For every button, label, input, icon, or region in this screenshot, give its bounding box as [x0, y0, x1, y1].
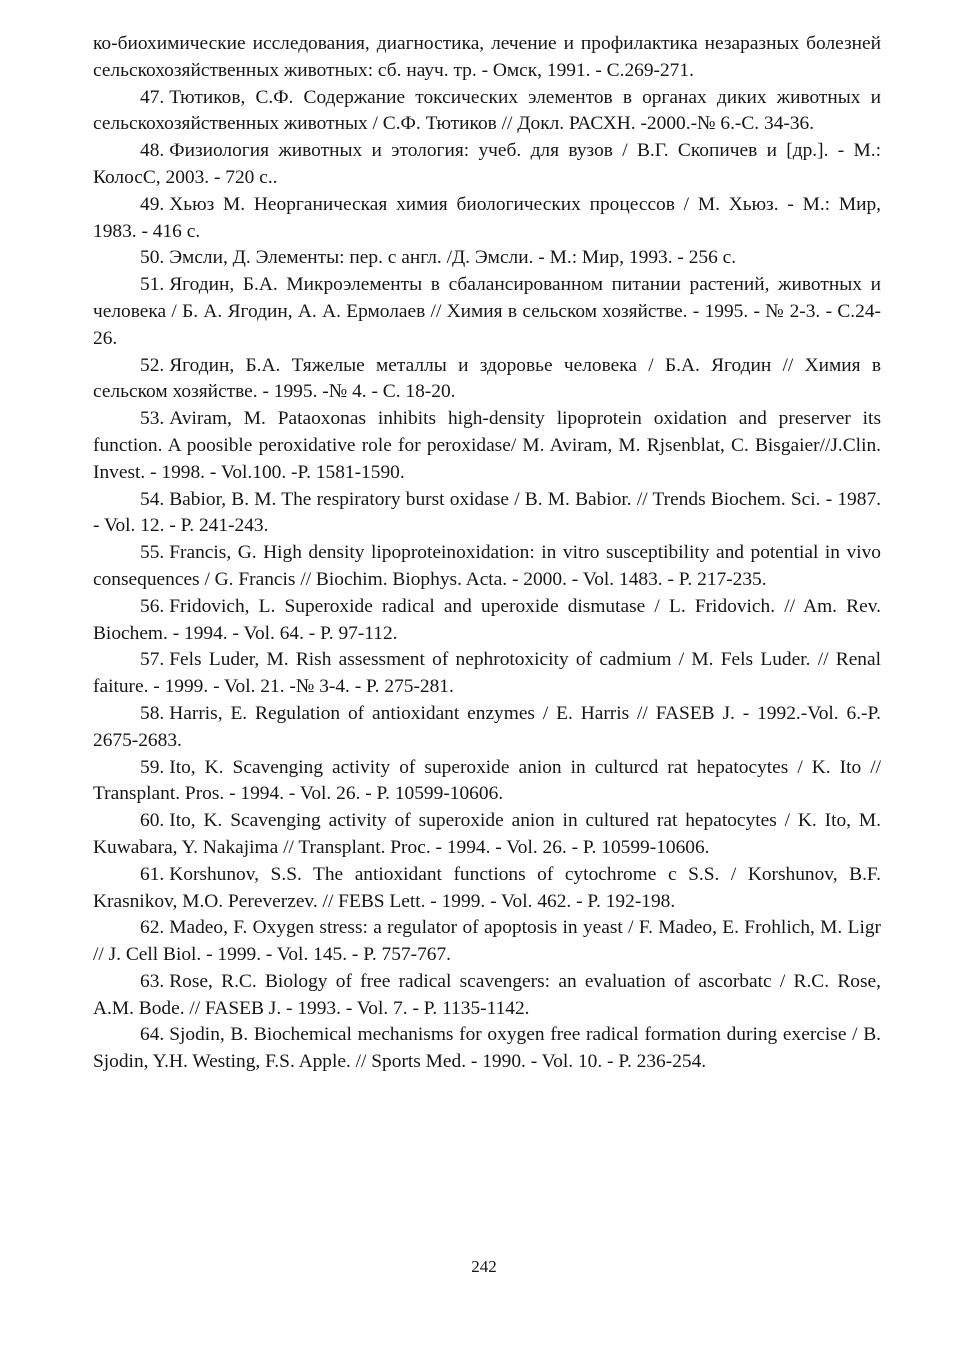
reference-text: Korshunov, S.S. The antioxidant functions of cytochrome c S.S. / Korshunov, B.F. Krasnikov, M.O. Pereverzev. // FEBS Lett. - 1999. - Vol. 462. - P. 192-198. — [93, 863, 881, 912]
reference-item-52 — [93, 353, 881, 407]
reference-number: 51. — [140, 274, 165, 296]
reference-number: 60. — [140, 810, 165, 832]
reference-number: 52. — [140, 354, 165, 376]
reference-item-60 — [93, 808, 881, 862]
reference-text: Rose, R.C. Biology of free radical scavengers: an evaluation of ascorbatc / R.C. Rose, A.M. Bode. // FASEB J. - 1993. - Vol. 7. - P. 1135-1142. — [93, 970, 881, 1019]
reference-item-62 — [93, 915, 881, 969]
reference-number: 59. — [140, 756, 165, 778]
reference-item-56 — [93, 594, 881, 648]
reference-item-54 — [93, 487, 881, 541]
reference-item-48 — [93, 138, 881, 192]
reference-number: 48. — [140, 140, 165, 162]
reference-number: 50. — [140, 247, 165, 269]
reference-item-59 — [93, 755, 881, 809]
reference-number: 54. — [140, 488, 165, 510]
reference-text: Fels Luder, M. Rish assessment of nephrotoxicity of cadmium / M. Fels Luder. // Renal faiture. - 1999. - Vol. 21. -№ 3-4. - P. 275-281. — [93, 649, 881, 698]
reference-number: 62. — [140, 917, 165, 939]
reference-text: Ito, K. Scavenging activity of superoxide anion in culturcd rat hepatocytes / K. Ito // Transplant. Pros. - 1994. - Vol. 26. - P. 10599-10606. — [93, 756, 881, 805]
page-number: 242 — [471, 1257, 497, 1276]
reference-item-50 — [93, 245, 881, 272]
reference-item-64 — [93, 1022, 881, 1076]
reference-number: 64. — [140, 1024, 165, 1046]
reference-text: Madeo, F. Oxygen stress: a regulator of apoptosis in yeast / F. Madeo, E. Frohlich, M. Ligr // J. Cell Biol. - 1999. - Vol. 145. - P. 757-767. — [93, 917, 881, 966]
reference-number: 57. — [140, 649, 165, 671]
reference-item-51 — [93, 272, 881, 352]
reference-number: 58. — [140, 702, 165, 724]
reference-text: Fridovich, L. Superoxide radical and uperoxide dismutase / L. Fridovich. // Am. Rev. Biochem. - 1994. - Vol. 64. - P. 97-112. — [93, 595, 881, 644]
reference-number: 56. — [140, 595, 165, 617]
reference-item-63 — [93, 969, 881, 1023]
reference-text: Sjodin, B. Biochemical mechanisms for oxygen free radical formation during exercise / B. Sjodin, Y.H. Westing, F.S. Apple. // Sports Med. - 1990. - Vol. 10. - P. 236-254. — [93, 1024, 881, 1073]
reference-number: 63. — [140, 970, 165, 992]
reference-list — [93, 31, 881, 1076]
reference-text: Ягодин, Б.А. Микроэлементы в сбалансированном питании растений, животных и человека / Б. А. Ягодин, А. А. Ермолаев // Химия в сельском хозяйстве. - 1995. - № 2-3. - С.24-26. — [93, 274, 881, 349]
reference-text: Тютиков, С.Ф. Содержание токсических элементов в органах диких животных и сельскохозяйственных животных / С.Ф. Тютиков // Докл. РАСХН. -2000.-№ 6.-С. 34-36. — [93, 86, 881, 135]
reference-text: ко-биохимические исследования, диагностика, лечение и профилактика незаразных болезней сельскохозяйственных животных: сб. науч. тр. - Омск, 1991. - С.269-271. — [93, 33, 881, 81]
reference-item-47 — [93, 85, 881, 139]
reference-item-61 — [93, 862, 881, 916]
reference-number: 55. — [140, 542, 165, 564]
reference-text: Francis, G. High density lipoproteinoxidation: in vitro susceptibility and potential in vivo consequences / G. Francis // Biochim. Biophys. Acta. - 2000. - Vol. 1483. - P. 217-235. — [93, 542, 881, 590]
reference-text: Harris, E. Regulation of antioxidant enzymes / E. Harris // FASEB J. - 1992.-Vol. 6.-P. 2675-2683. — [93, 702, 881, 751]
reference-text: Хьюз М. Неорганическая химия биологических процессов / М. Хьюз. - М.: Мир, 1983. - 416 с. — [93, 193, 881, 242]
reference-number: 49. — [140, 193, 165, 215]
reference-item-49 — [93, 192, 881, 246]
reference-item-57 — [93, 647, 881, 701]
reference-item-55 — [93, 540, 881, 594]
reference-number: 53. — [140, 408, 165, 430]
reference-text: Физиология животных и этология: учеб. для вузов / В.Г. Скопичев и [др.]. - М.: КолосС, 2003. - 720 с.. — [93, 140, 881, 188]
reference-text: Эмсли, Д. Элементы: пер. с англ. /Д. Эмсли. - М.: Мир, 1993. - 256 с. — [169, 247, 737, 269]
reference-item-46-continued — [93, 31, 881, 85]
reference-text: Aviram, M. Pataoxonas inhibits high-density lipoprotein oxidation and preserver its function. A poosible peroxidative role for peroxidase/ M. Aviram, M. Rjsenblat, C. Bisgaier//J.Clin. Invest. - 1998. - Vol.100. -P. 1581-1590. — [93, 408, 881, 483]
reference-item-58 — [93, 701, 881, 755]
reference-number: 61. — [140, 863, 165, 885]
reference-number: 47. — [140, 86, 165, 108]
reference-item-53 — [93, 406, 881, 486]
reference-text: Ito, K. Scavenging activity of superoxide anion in cultured rat hepatocytes / K. Ito, M. Kuwabara, Y. Nakajima // Transplant. Proc. - 1994. - Vol. 26. - P. 10599-10606. — [93, 810, 881, 858]
reference-text: Ягодин, Б.А. Тяжелые металлы и здоровье человека / Б.А. Ягодин // Химия в сельском хозяйстве. - 1995. -№ 4. - С. 18-20. — [93, 354, 881, 403]
reference-text: Babior, B. M. The respiratory burst oxidase / B. M. Babior. // Trends Biochem. Sci. - 1987. - Vol. 12. - P. 241-243. — [93, 488, 881, 537]
